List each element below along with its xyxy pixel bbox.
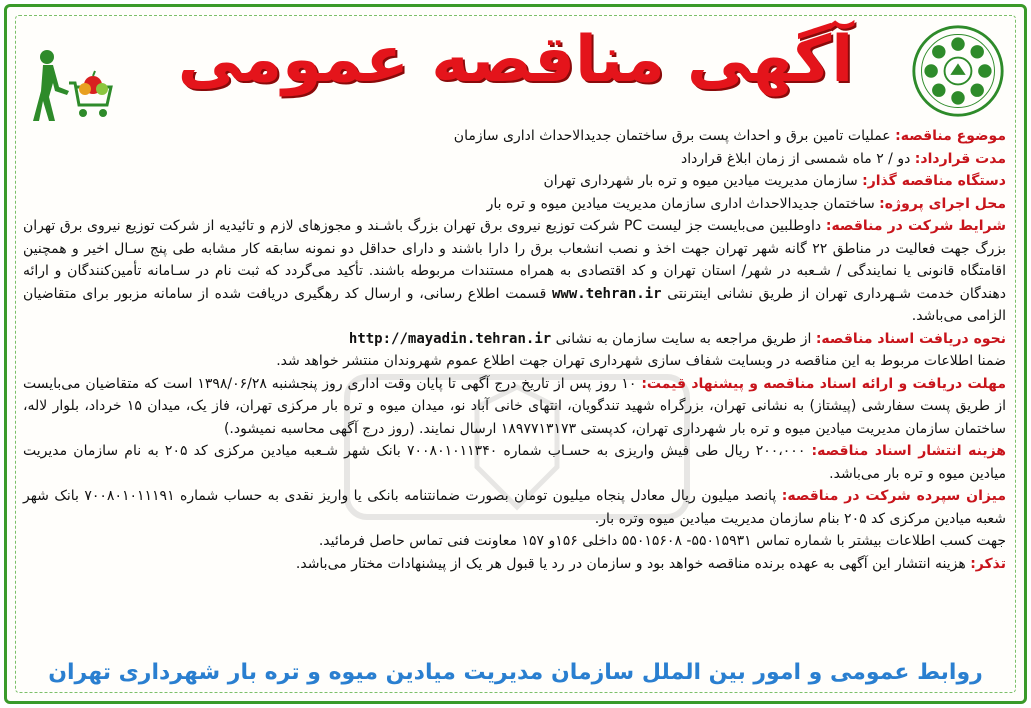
organizer-paragraph bbox=[23, 170, 1006, 193]
documents-text: از طریق مراجعه به سایت سازمان به نشانی bbox=[555, 330, 812, 347]
organizer-text: سازمان مدیریت میادین میوه و تره بار شهرداری تهران bbox=[543, 173, 858, 189]
fee-paragraph bbox=[23, 440, 1006, 485]
notice-label: تذکر: bbox=[970, 555, 1006, 572]
location-paragraph bbox=[23, 193, 1006, 216]
deposit-text: پانصد میلیون ریال معادل پنجاه میلیون تومان بصورت ضمانتنامه بانکی یا واریز نقدی به حساب شماره ۷۰۰۸۰۱۰۱۱۱۹۱ بانک شهر شعبه میادین مرکزی کد ۲۰۵ بنام سازمان مدیریت میادین میوه وتره بار. bbox=[23, 488, 1006, 527]
subject-paragraph bbox=[23, 125, 1006, 148]
documents-paragraph bbox=[23, 328, 1006, 351]
documents-label: نحوه دریافت اسناد مناقصه: bbox=[815, 330, 1006, 347]
contact-paragraph bbox=[23, 530, 1006, 553]
ad-header bbox=[7, 17, 1024, 127]
conditions-paragraph bbox=[23, 215, 1006, 328]
subject-text: عملیات تامین برق و احداث پست برق ساختمان جدیدالاحداث اداری سازمان bbox=[453, 128, 891, 144]
notice-paragraph bbox=[23, 553, 1006, 576]
ad-footer: روابط عمومی و امور بین الملل سازمان مدیریت میادین میوه و تره بار شهرداری تهران bbox=[48, 660, 983, 685]
shopping-cart-logo-icon bbox=[25, 47, 115, 127]
conditions-text-1: داوطلبین می‌بایست جز لیست PC شرکت توزیع نیروی برق تهران بزرگ باشـند و مجوزهای لازم و تائیدیه از شرکت توزیع نیروی برق تهران بزرگ جهت فعالیت در مناطق ۲۲ گانه شهر تهران جهت اخذ و نصب انشعاب برق را دارا باشند و دارای حداقل دو نمونه سابقه کار مشابه طی پنج سـال اخیر و همچنین اقامتگاه قانونی یا نمایندگی / شـعبه در شهر/ استان تهران و کد اقتصادی به همراه مستندات مربوطه باشند. تأکید می‌گردد که ثبت نام در سـامانه تأمین‌کنندگان و ارائه دهندگان خدمت شـهرداری تهران از طریق نشانی اینترنتی bbox=[23, 218, 1007, 302]
deadline-paragraph bbox=[23, 373, 1006, 441]
organizer-label: دستگاه مناقصه گذار: bbox=[862, 173, 1006, 189]
conditions-text-2: قسمت اطلاع رسانی، و ارسال کد رهگیری دریافت شده از سامانه مزبور برای متقاضیان الزامی می‌باشد. bbox=[23, 285, 1006, 324]
duration-paragraph bbox=[23, 148, 1006, 171]
conditions-label: شرایط شرکت در مناقصه: bbox=[825, 218, 1006, 234]
deadline-text: ۱۰ روز پس از تاریخ درج آگهی تا پایان وقت اداری روز پنجشنبه ۱۳۹۸/۰۶/۲۸ است که متقاضیان می‌بایست از طریق پست سفارشی (پیشتاز) به نشانی تهران، بزرگراه شهید تندگویان، انتهای خانی آباد نو، میدان میوه و تره بار مرکزی تهران، فاز یک، میدان ۱۵ خرداد، بلوار لاله، ساختمان سازمان مدیریت میادین میوه و تره بار شهرداری تهران، کدپستی ۱۸۹۷۷۱۳۱۷۳ ارسال نمایند. (روز درج آگهی محاسبه نمیشود.) bbox=[23, 375, 1006, 437]
ad-body bbox=[23, 125, 1006, 649]
fee-text: ۲۰۰،۰۰۰ ریال طی فیش واریزی به حسـاب شماره ۷۰۰۸۰۱۰۱۱۳۴۰ بانک شهر شـعبه میادین مرکزی کد ۲۰۵ به نام سازمان مدیریت میادین میوه و تره بار می‌باشد. bbox=[23, 443, 1006, 482]
duration-label: مدت قرارداد: bbox=[914, 150, 1006, 167]
municipality-logo-icon bbox=[910, 23, 1006, 119]
deposit-paragraph bbox=[23, 485, 1006, 530]
mayadin-website-link[interactable]: http://mayadin.tehran.ir bbox=[348, 330, 552, 347]
ad-frame bbox=[4, 4, 1027, 704]
subject-label: موضوع مناقصه: bbox=[895, 128, 1006, 144]
tehran-website-link[interactable]: www.tehran.ir bbox=[551, 285, 662, 302]
contact-text: جهت کسب اطلاعات بیشتر با شماره تماس ۵۵۰۱۵۹۳۱- ۵۵۰۱۵۶۰۸ داخلی ۱۵۶و ۱۵۷ معاونت فنی تماس حاصل فرمائید. bbox=[318, 533, 1006, 549]
duration-text: دو / ۲ ماه شمسی از زمان ابلاغ قرارداد bbox=[681, 150, 911, 167]
notice-text: هزینه انتشار این آگهی به عهده برنده مناقصه خواهد بود و سازمان در رد یا قبول هر یک از پیشنهادات مختار می‌باشد. bbox=[295, 555, 966, 572]
documents-note-paragraph bbox=[23, 350, 1006, 373]
deadline-label: مهلت دریافت و ارائه اسناد مناقصه و پیشنهاد قیمت: bbox=[641, 375, 1006, 392]
fee-label: هزینه انتشار اسناد مناقصه: bbox=[811, 443, 1007, 459]
ad-title: آگهی مناقصه عمومی bbox=[177, 23, 854, 97]
documents-note: ضمنا اطلاعات مربوط به این مناقصه در وبسایت شفاف سازی شهرداری تهران جهت اطلاع عموم شهروندان منتشر خواهد شد. bbox=[276, 353, 1006, 369]
location-text: ساختمان جدیدالاحداث اداری سازمان مدیریت میادین میوه و تره بار bbox=[486, 195, 875, 212]
deposit-label: میزان سپرده شرکت در مناقصه: bbox=[781, 488, 1007, 504]
location-label: محل اجرای پروژه: bbox=[879, 195, 1006, 212]
